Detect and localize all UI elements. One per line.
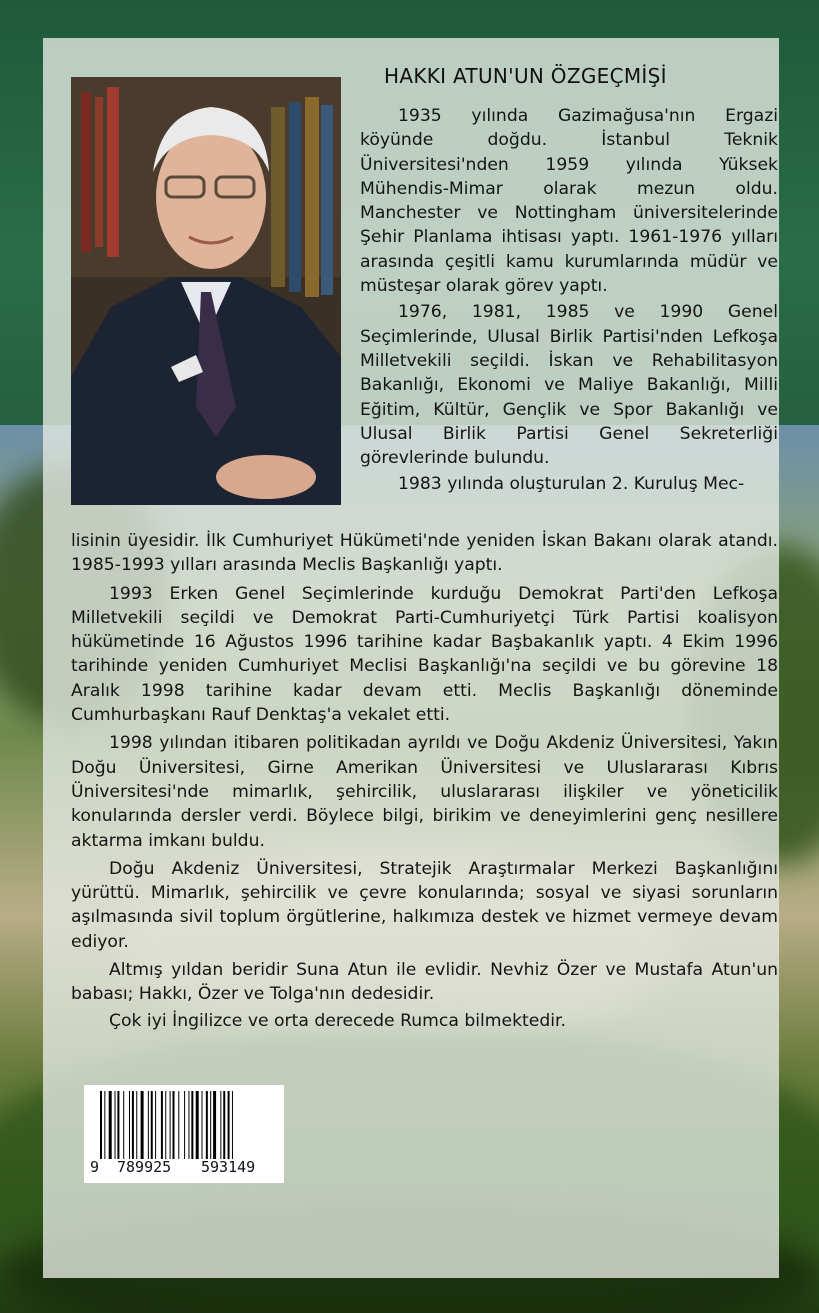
- barcode-bar: [155, 1091, 156, 1159]
- author-portrait: [71, 77, 341, 505]
- isbn-barcode: [84, 1085, 284, 1183]
- barcode-bar: [220, 1091, 221, 1159]
- barcode-bar: [100, 1091, 102, 1159]
- barcode-bar: [213, 1091, 216, 1159]
- bio-paragraph: 1998 yılından itibaren politikadan ayrıldı ve Doğu Akdeniz Üniversitesi, Yakın Doğu Üniversitesi, Girne Amerikan Üniversitesi ve Uluslararası Kıbrıs Üniversitesi'nde mimarlık, şehircilik, uluslararası ilişkiler ve yöneticilik konularında dersler verdi. Böylece bilgi, birikim ve deneyimlerini genç nesillere aktarma imkanı buldu.: [71, 733, 778, 851]
- bio-paragraph: 1976, 1981, 1985 ve 1990 Genel Seçimlerinde, Ulusal Birlik Partisi'nden Lefkoşa Milletvekili seçildi. İskan ve Rehabilitasyon Bakanlığı, Ekonomi ve Maliye Bakanlığı, Milli Eğitim, Kültür, Gençlik ve Spor Bakanlığı ve Ulusal Birlik Partisi Genel Sekreterliği görevlerinde bulundu.: [360, 302, 778, 469]
- barcode-bar: [228, 1091, 230, 1159]
- biography-wide-column: [71, 529, 778, 1033]
- barcode-bar: [123, 1091, 124, 1159]
- barcode-bar: [151, 1091, 153, 1159]
- barcode-bar: [191, 1091, 193, 1159]
- barcode-bar: [170, 1091, 171, 1159]
- portrait-illustration: [71, 77, 341, 505]
- barcode-bar: [109, 1091, 112, 1159]
- barcode-bar: [115, 1091, 116, 1159]
- bio-paragraph: 1983 yılında oluşturulan 2. Kuruluş Mec-: [398, 474, 745, 495]
- bio-paragraph: lisinin üyesidir. İlk Cumhuriyet Hükümeti'nde yeniden İskan Bakanı olarak atandı. 1985-1993 yılları arasında Meclis Başkanlığı yaptı.: [71, 531, 778, 576]
- page-title: HAKKI ATUN'UN ÖZGEÇMİŞİ: [384, 64, 667, 88]
- barcode-bar: [132, 1091, 134, 1159]
- biography-narrow-column: [360, 104, 778, 497]
- barcode-bar: [148, 1091, 149, 1159]
- bio-paragraph: Çok iyi İngilizce ve orta derecede Rumca bilmektedir.: [109, 1010, 567, 1031]
- barcode-bar: [141, 1091, 144, 1159]
- barcode-bar: [165, 1091, 166, 1159]
- barcode-left-group: 789925: [117, 1158, 172, 1176]
- barcode-bar: [188, 1091, 189, 1159]
- barcode-bar: [129, 1091, 130, 1159]
- barcode-bar: [223, 1091, 225, 1159]
- barcode-bars: [100, 1091, 274, 1159]
- barcode-bar: [136, 1091, 137, 1159]
- barcode-bar: [232, 1091, 233, 1159]
- bio-paragraph: 1993 Erken Genel Seçimlerinde kurduğu Demokrat Parti'den Lefkoşa Milletvekili seçildi ve Demokrat Parti-Cumhuriyetçi Türk Partisi koalisyon hükümetinde 16 Ağustos 1996 tarihine kadar Başbakanlık yaptı. 4 Ekim 1996 tarihinde yeniden Cumhuriyet Meclisi Başkanlığı'na seçildi ve bu görevine 18 Aralık 1998 tarihine kadar devam etti. Meclis Başkanlığı döneminde Cumhurbaşkanı Rauf Denktaş'a vekalet etti.: [71, 583, 778, 726]
- barcode-bar: [117, 1091, 119, 1159]
- barcode-bar: [210, 1091, 211, 1159]
- barcode-bar: [196, 1091, 199, 1159]
- barcode-bar: [184, 1091, 185, 1159]
- barcode-bar: [173, 1091, 175, 1159]
- bio-paragraph: Doğu Akdeniz Üniversitesi, Stratejik Araştırmalar Merkezi Başkanlığını yürüttü. Mimarlık, şehircilik ve çevre konularında; sosyal ve siyasi sorunların aşılmasında sivil toplum örgütlerine, halkımıza destek ve hizmet vermeye devam ediyor.: [71, 858, 778, 952]
- barcode-bar: [206, 1091, 208, 1159]
- barcode-first-digit: 9: [90, 1158, 100, 1176]
- barcode-bar: [178, 1091, 179, 1159]
- bio-paragraph: 1935 yılında Gazimağusa'nın Ergazi köyünde doğdu. İstanbul Teknik Üniversitesi'nden 1959 yılında Yüksek Mühendis-Mimar olarak mezun oldu. Manchester ve Nottingham üniversitelerinde Şehir Planlama ihtisası yaptı. 1961-1976 yılları arasında çeşitli kamu kurumlarında müdür ve müsteşar olarak görev yaptı.: [360, 106, 778, 297]
- bio-paragraph: Altmış yıldan beridir Suna Atun ile evlidir. Nevhiz Özer ve Mustafa Atun'un babası; Hakkı, Özer ve Tolga'nın dedesidir.: [71, 960, 778, 1005]
- barcode-right-group: 593149: [201, 1158, 256, 1176]
- barcode-bar: [161, 1091, 163, 1159]
- barcode-bar: [202, 1091, 203, 1159]
- barcode-bar: [104, 1091, 105, 1159]
